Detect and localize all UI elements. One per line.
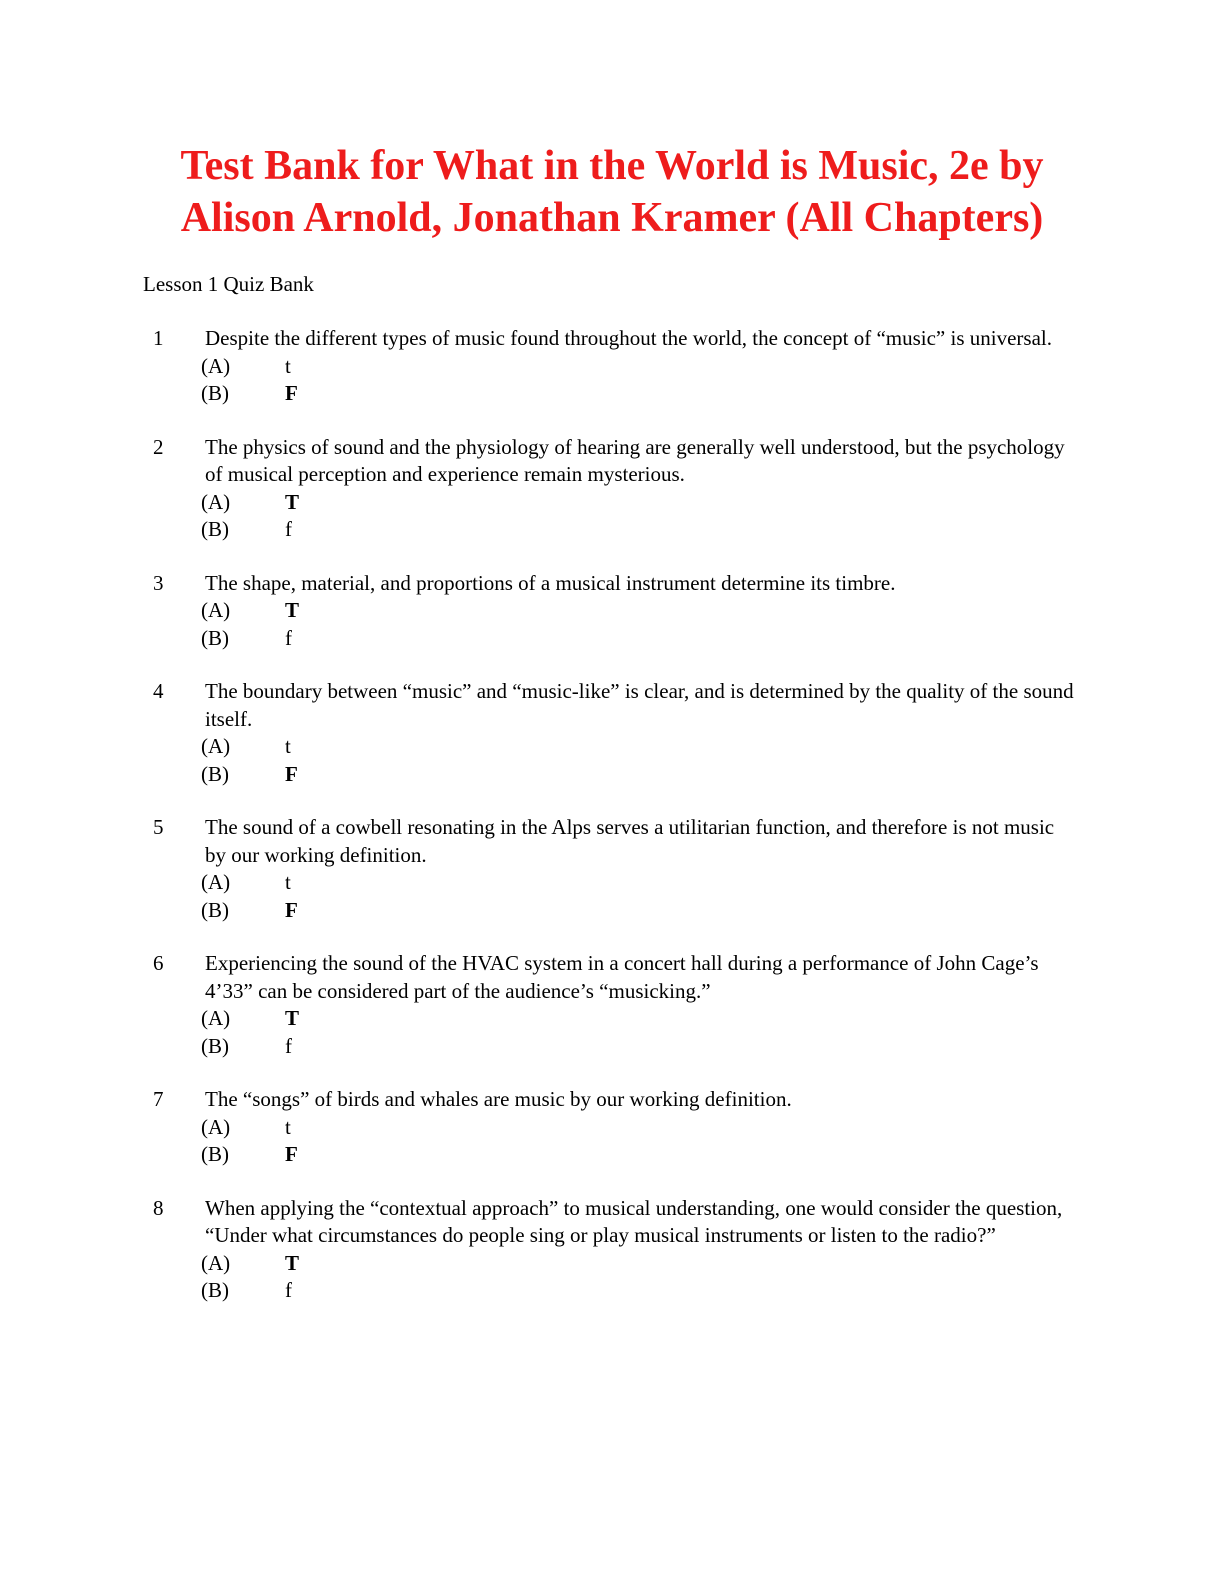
answer-option <box>0 353 1224 381</box>
title-line-1: Test Bank for What in the World is Music, 2e by <box>180 143 1044 189</box>
answer-option <box>0 1114 1224 1142</box>
correct-answer-value: F <box>285 897 298 922</box>
correct-answer-value: T <box>285 1006 300 1030</box>
correct-answer-value: F <box>285 1142 298 1166</box>
question-number: 3 <box>153 570 164 595</box>
correct-answer-value: F <box>285 381 298 405</box>
question-item <box>0 814 1224 924</box>
question-number: 6 <box>153 951 164 975</box>
question-text: When applying the “contextual approach” to musical understanding, one would consider the question, “Under what circumstances do people sing or play musical instruments or listen to the radio?” <box>205 1195 1063 1247</box>
option-letter: (A) <box>201 1250 231 1275</box>
answer-option <box>0 516 1224 544</box>
option-letter: (B) <box>201 517 229 541</box>
question-text: Experiencing the sound of the HVAC system in a concert hall during a performance of John Cage’s 4’33” can be considered part of the audience’s “musicking.” <box>205 951 1039 1003</box>
answer-option <box>0 733 1224 761</box>
answer-option <box>0 761 1224 789</box>
answer-option <box>0 1033 1224 1061</box>
option-letter: (B) <box>201 897 229 922</box>
question-item <box>0 1086 1224 1169</box>
question-item <box>0 678 1224 788</box>
question-text: The shape, material, and proportions of a musical instrument determine its timbre. <box>205 570 896 595</box>
answer-option <box>0 625 1224 653</box>
question-list <box>0 325 1224 1331</box>
question-text: The boundary between “music” and “music-like” is clear, and is determined by the quality of the sound itself. <box>205 679 1074 731</box>
answer-option <box>0 897 1224 925</box>
option-letter: (A) <box>201 489 231 514</box>
answer-option <box>0 489 1224 517</box>
option-value: t <box>285 353 291 378</box>
answer-option <box>0 380 1224 408</box>
answer-option <box>0 1005 1224 1033</box>
question-item <box>0 434 1224 544</box>
option-value: t <box>285 870 291 894</box>
option-letter: (A) <box>201 734 231 758</box>
answer-option <box>0 597 1224 625</box>
answer-option <box>0 1141 1224 1169</box>
question-number: 1 <box>153 326 164 350</box>
option-value: t <box>285 734 291 758</box>
option-letter: (A) <box>201 1006 231 1030</box>
question-item <box>0 1195 1224 1305</box>
option-value: f <box>285 1033 292 1058</box>
option-value: f <box>285 625 292 650</box>
option-letter: (B) <box>201 381 229 405</box>
question-number: 7 <box>153 1087 164 1111</box>
option-letter: (B) <box>201 625 229 650</box>
lesson-subtitle: Lesson 1 Quiz Bank <box>143 272 314 296</box>
option-letter: (B) <box>201 1278 229 1302</box>
option-letter: (A) <box>201 353 231 378</box>
option-letter: (A) <box>201 1114 231 1139</box>
question-text: The sound of a cowbell resonating in the Alps serves a utilitarian function, and therefore is not music by our working definition. <box>205 815 1055 867</box>
option-value: t <box>285 1114 291 1139</box>
question-number: 4 <box>153 679 164 703</box>
title-line-2: Alison Arnold, Jonathan Kramer (All Chapters) <box>180 195 1044 241</box>
answer-option <box>0 1250 1224 1278</box>
option-value: f <box>285 1278 292 1302</box>
question-number: 8 <box>153 1195 164 1220</box>
correct-answer-value: F <box>285 761 298 786</box>
correct-answer-value: T <box>285 598 300 622</box>
correct-answer-value: T <box>285 1250 300 1275</box>
option-value: f <box>285 517 292 541</box>
document-title <box>0 140 1224 244</box>
correct-answer-value: T <box>285 489 300 514</box>
option-letter: (A) <box>201 598 231 622</box>
question-text: Despite the different types of music found throughout the world, the concept of “music” is universal. <box>205 326 1052 350</box>
answer-option <box>0 1277 1224 1305</box>
option-letter: (A) <box>201 870 231 894</box>
question-text: The “songs” of birds and whales are music by our working definition. <box>205 1087 792 1111</box>
question-item <box>0 570 1224 653</box>
option-letter: (B) <box>201 1033 229 1058</box>
answer-option <box>0 869 1224 897</box>
question-number: 5 <box>153 815 164 839</box>
option-letter: (B) <box>201 761 229 786</box>
question-item <box>0 950 1224 1060</box>
question-item <box>0 325 1224 408</box>
option-letter: (B) <box>201 1142 229 1166</box>
question-text: The physics of sound and the physiology of hearing are generally well understood, but the psychology of musical perception and experience remain mysterious. <box>205 434 1065 486</box>
question-number: 2 <box>153 434 164 459</box>
